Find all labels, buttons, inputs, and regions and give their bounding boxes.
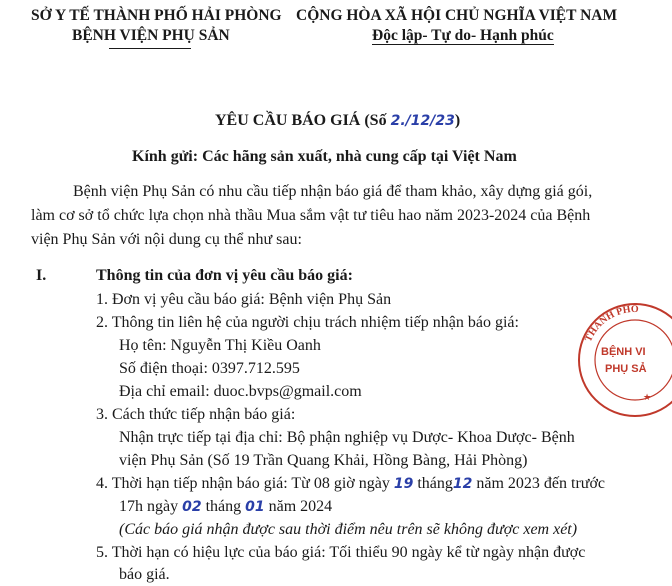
item-4-text-c: năm 2023 đến trước <box>472 475 606 492</box>
item-5-line-1: 5. Thời hạn có hiệu lực của báo giá: Tối thiểu 90 ngày kể từ ngày nhận được <box>96 544 586 561</box>
item-4-l2-text-b: tháng <box>201 498 246 515</box>
item-4-note: (Các báo giá nhận được sau thời điểm nêu trên sẽ không được xem xét) <box>119 521 578 538</box>
item-4-line-1 <box>96 475 605 493</box>
contact-email: Địa chỉ email: duoc.bvps@gmail.com <box>119 383 362 400</box>
item-3: 3. Cách thức tiếp nhận báo giá: <box>96 406 296 423</box>
item-4-l2-text-a: 17h ngày <box>119 498 183 515</box>
section-numeral: I. <box>36 267 47 284</box>
intro-line-1: Bệnh viện Phụ Sản có nhu cầu tiếp nhận báo giá để tham khảo, xây dựng giá gói, <box>73 183 593 200</box>
intro-line-3: viện Phụ Sản với nội dung cụ thể như sau: <box>31 231 302 248</box>
header-motto-text: Độc lập- Tự do- Hạnh phúc <box>372 27 554 44</box>
seal-center-line-1: BỆNH VI <box>601 346 646 358</box>
item-4-l2-day: 02 <box>182 499 202 515</box>
item-1: 1. Đơn vị yêu cầu báo giá: Bệnh viện Phụ Sản <box>96 291 392 308</box>
item-4-line-2 <box>119 498 332 516</box>
title-prefix: YÊU CẦU BÁO GIÁ (Số <box>215 112 391 129</box>
contact-phone: Số điện thoại: 0397.712.595 <box>119 360 300 377</box>
item-5-line-2: báo giá. <box>119 566 170 583</box>
title-number: 2./12/23 <box>390 113 455 129</box>
contact-name: Họ tên: Nguyễn Thị Kiều Oanh <box>119 337 321 354</box>
item-4-l2-text-c: năm 2024 <box>264 498 333 515</box>
header-hospital <box>72 27 230 45</box>
seal-center-line-2: PHỤ SẢ <box>605 363 647 375</box>
intro-line-2: làm cơ sở tổ chức lựa chọn nhà thầu Mua sắm vật tư tiêu hao năm 2023-2024 của Bệnh <box>31 207 591 224</box>
item-4-l2-month: 01 <box>245 499 265 515</box>
seal-arc-text: THÀNH PHỐ <box>583 303 639 344</box>
item-3-address-line-2: viện Phụ Sản (Số 19 Trần Quang Khải, Hồng Bàng, Hải Phòng) <box>119 452 528 469</box>
recipient-line: Kính gửi: Các hãng sản xuất, nhà cung cấp tại Việt Nam <box>132 148 517 165</box>
item-3-address-line-1: Nhận trực tiếp tại địa chỉ: Bộ phận nghiệp vụ Dược- Khoa Dược- Bệnh <box>119 429 575 446</box>
header-hospital-text: BỆNH VIỆN PHỤ SẢN <box>72 27 230 44</box>
header-motto <box>372 27 554 45</box>
item-2: 2. Thông tin liên hệ của người chịu trách nhiệm tiếp nhận báo giá: <box>96 314 519 331</box>
item-4-text-b: tháng <box>413 475 453 492</box>
section-heading: Thông tin của đơn vị yêu cầu báo giá: <box>96 267 353 284</box>
header-republic: CỘNG HÒA XÃ HỘI CHỦ NGHĨA VIỆT NAM <box>296 7 618 24</box>
hospital-seal <box>575 300 672 420</box>
item-4-day: 19 <box>393 476 414 492</box>
header-ministry: SỞ Y TẾ THÀNH PHỐ HẢI PHÒNG <box>31 7 282 24</box>
star-icon: ★ <box>643 393 652 403</box>
page-title <box>215 112 460 130</box>
item-4-text-a: 4. Thời hạn tiếp nhận báo giá: Từ 08 giờ ngày <box>96 475 394 492</box>
header-left-rule <box>109 48 191 49</box>
item-4-month: 12 <box>452 476 473 492</box>
title-suffix: ) <box>454 112 461 129</box>
